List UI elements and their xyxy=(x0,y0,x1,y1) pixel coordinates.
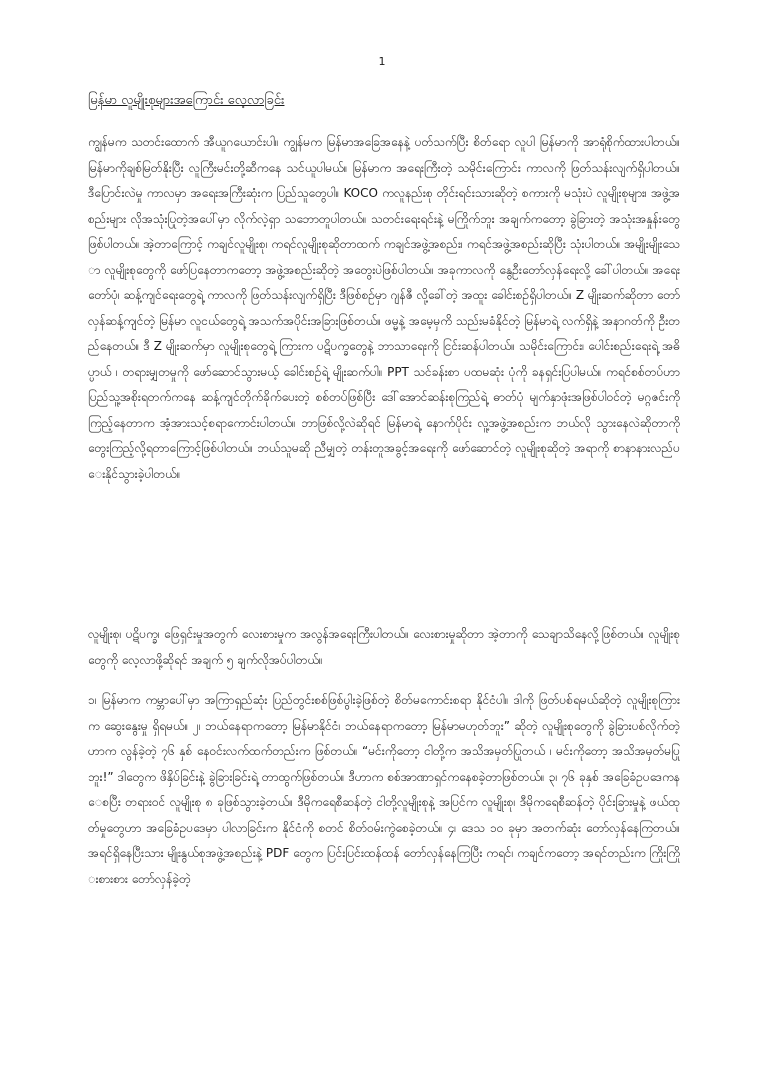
paragraph-points: ၁၊ မြန်မာက ကမ္ဘာပေါ်မှာ အကြာရှည်ဆုံး ပြည်တွင်းစစ်ဖြစ်ပွါးခဲ့ဖြစ်တဲ့ စိတ်မကောင်းစရာ နိုင်ငံပါ။ ဒါကို ဖြတ်ပစ်ရမယ်ဆိုတဲ့ လူမျိုးစုကြားက ဆွေးနွေးမှု ရှိရမယ်။ ၂၊ ဘယ်နေရာကတော့ မြန်မာနိုင်ငံ၊ ဘယ်နေရာကတော့ မြန်မာမဟုတ်ဘူး” ဆိုတဲ့ လူမျိုးစုတွေကို ခွဲခြားပစ်လိုက်တဲ့ ဟာက လွန်ခဲ့တဲ့ ၇၆ နှစ် နေဝင်းလက်ထက်တည်းက ဖြစ်တယ်။ “မင်းကိုတော့ ငါတို့က အသိအမှတ်ပြုတယ် ၊ မင်းကိုတော့ အသိအမှတ်မပြုဘူး!” ဒါတွေက ဖိနှိပ်ခြင်းနဲ့ ခွဲခြားခြင်းရဲ့ တာထွက်ဖြစ်တယ်။ ဒီဟာက စစ်အာဏာရှင်ကနေစခဲ့တာဖြစ်တယ်။ ၃၊ ၇၆ ခုနှစ် အခြေခံဥပဒေကနေစပြီး တရားဝင် လူမျိုးစု ၈ ခုဖြစ်သွားခဲ့တယ်။ ဒီမိုကရေစီဆန်တဲ့ ငါတို့လူမျိုးစုနဲ့ အပြင်က လူမျိုးစု၊ ဒီမိုကရေစီဆန်တဲ့ ပိုင်းခြားမှုနဲ့ ဖယ်ထုတ်မှုတွေဟာ အခြေခံဥပဒေမှာ ပါလာခြင်းက နိုင်ငံကို စတင် စိတ်ဝမ်းကွဲစေခဲ့တယ်။ ၄၊ ဒေသ ၁၀ ခုမှာ အတက်ဆုံး တော်လှန်နေကြတယ်။ အရင်ရှိနေပြီးသား မျိုးနွယ်စုအဖွဲ့အစည်းနဲ့ PDF တွေက ပြင်းပြင်းထန်ထန် တော်လှန်နေကြပြီး ကရင်၊ ကချင်ကတော့ အရင်တည်းက ကြိုးကြိုးစားစား တော်လှန်ခဲ့တဲ့ xyxy=(88,693,680,886)
paragraph-intro: ကျွန်မက သတင်းထောက် အီယူဂယောင်းပါ။ ကျွန်မက မြန်မာအခြေအနေနဲ့ ပတ်သက်ပြီး စိတ်ရော လူပါ မြန်မာကို အာရုံစိုက်ထားပါတယ်။ မြန်မာကိုချစ်မြတ်နိုးပြီး လူကြီးမင်းတို့ဆီကနေ သင်ယူပါမယ်။ မြန်မာက အရေးကြီးတဲ့ သမိုင်းကြောင်း ကာလကို ဖြတ်သန်းလျက်ရှိပါတယ်။ ဒီပြောင်းလဲမှု ကာလမှာ အရေးအကြီးဆုံးက ပြည်သူတွေပါ။ KOCO ကလူနည်းစု တိုင်းရင်းသားဆိုတဲ့ စကားကို မသုံးပဲ လူမျိုးစုများ၊ အဖွဲ့အစည်းများ လိုအသုံးပြုတဲ့အပေါ်မှာ လိုက်လဲ့ရှာ သဘောတူပါတယ်။ သတင်းရေးရင်းနဲ့ မကြိုက်ဘူး အချက်ကတော့ ခွဲခြားတဲ့ အသုံးအနှုန်းတွေဖြစ်ပါတယ်။ အဲ့တာကြောင့် ကချင်လူမျိုးစု၊ ကရင်လူမျိုးစုဆိုတာထက် ကချင်အဖွဲ့အစည်း၊ ကရင်အဖွဲ့အစည်းဆိုပြီး သုံးပါတယ်။ အမျိုးမျိုးသော လူမျိုးစုတွေကို ဖော်ပြနေတာကတော့ အဖွဲ့အစည်းဆိုတဲ့ အတွေးပဲဖြစ်ပါတယ်။ အခုကာလကို နွေဦးတော်လှန်ရေးလို့ ခေါ်ပါတယ်။ အရေးတော်ပုံ၊ ဆန့်ကျင်ရေးတွေရဲ့ ကာလကို ဖြတ်သန်းလျက်ရှိပြီး ဒီဖြစ်စဉ်မှာ ဂျန်ဇီ လို့ခေါ်တဲ့ အထူး ခေါင်းစဉ်ရှိပါတယ်။ Z မျိုးဆက်ဆိုတာ တော်လှန်ဆန့်ကျင်တဲ့ မြန်မာ လူငယ်တွေရဲ့ အသက်အပိုင်းအခြားဖြစ်တယ်။ ဖမ္မနဲ့ အမေ့မှကိ သည်းမခံနိုင်တဲ့ မြန်မာရဲ့ လက်ရှိနဲ့ အနာဂတ်ကို ဦးတည်နေတယ်။ ဒီ Z မျိုးဆက်မှာ လူမျိုးစုတွေရဲ့ ကြားက ပဋိပက္ခတွေနဲ့ ဘာသာရေးကို ငြင်းဆန်ပါတယ်။ သမိုင်းကြောင်း၊ ပေါင်းစည်းရေးရဲ့ အဓိပ္ပာယ် ၊ တရားမျှတမှုကို ဖော်ဆောင်သွားမယ့် ခေါင်းစဉ်ရဲ့ မျိုးဆက်ပါ။ PPT သင်ခန်းစာ ပထမဆုံး ပုံကို ခနရှင်းပြပါမယ်။ ကရင်စစ်တပ်ဟာ ပြည်သူ့အစိုးရတက်ကနေ ဆန့်ကျင်တိုက်ခိုက်ပေးတဲ့ စစ်တပ်ဖြစ်ပြီး ဒေါ်အောင်ဆန်းစုကြည်ရဲ့ ဓာတ်ပုံ မျက်နှာဖုံးအဖြစ်ပါဝင်တဲ့ မဂ္ဂဇင်းကို ကြည့်နေတာက အံ့အားသင့်စရာကောင်းပါတယ်။ ဘာဖြစ်လို့လဲဆိုရင် မြန်မာရဲ့ နောက်ပိုင်း လူ့အဖွဲ့အစည်းက ဘယ်လို သွားနေလဲဆိုတာကို တွေးကြည့်လို့ရတာကြောင့်ဖြစ်ပါတယ်။ ဘယ်သူမဆို ညီမျှတဲ့ တန်းတူအခွင့်အရေးကို ဖော်ဆောင်တဲ့ လူမျိုးစုဆိုတဲ့ အရာကို စာနာနားလည်ပေးနိုင်သွားခဲ့ပါတယ်။ xyxy=(88,135,680,481)
page-number: 1 xyxy=(378,55,386,68)
document-title: မြန်မာ လူမျိုးစုများအကြောင်း လေ့လာခြင်း xyxy=(88,93,285,108)
paragraph-respect: လူမျိုးစု၊ ပဋိပက္ခ၊ ဖြေရှင်းမှုအတွက် လေးစားမှုက အလွန်အရေးကြီးပါတယ်။ လေးစားမှုဆိုတာ အဲ့တာကို သေချာသိနေလို့ဖြစ်တယ်။ လူမျိုးစုတွေကို လေ့လာဖို့ဆိုရင် အချက် ၅ ချက်လိုအပ်ပါတယ်။ xyxy=(88,627,680,667)
